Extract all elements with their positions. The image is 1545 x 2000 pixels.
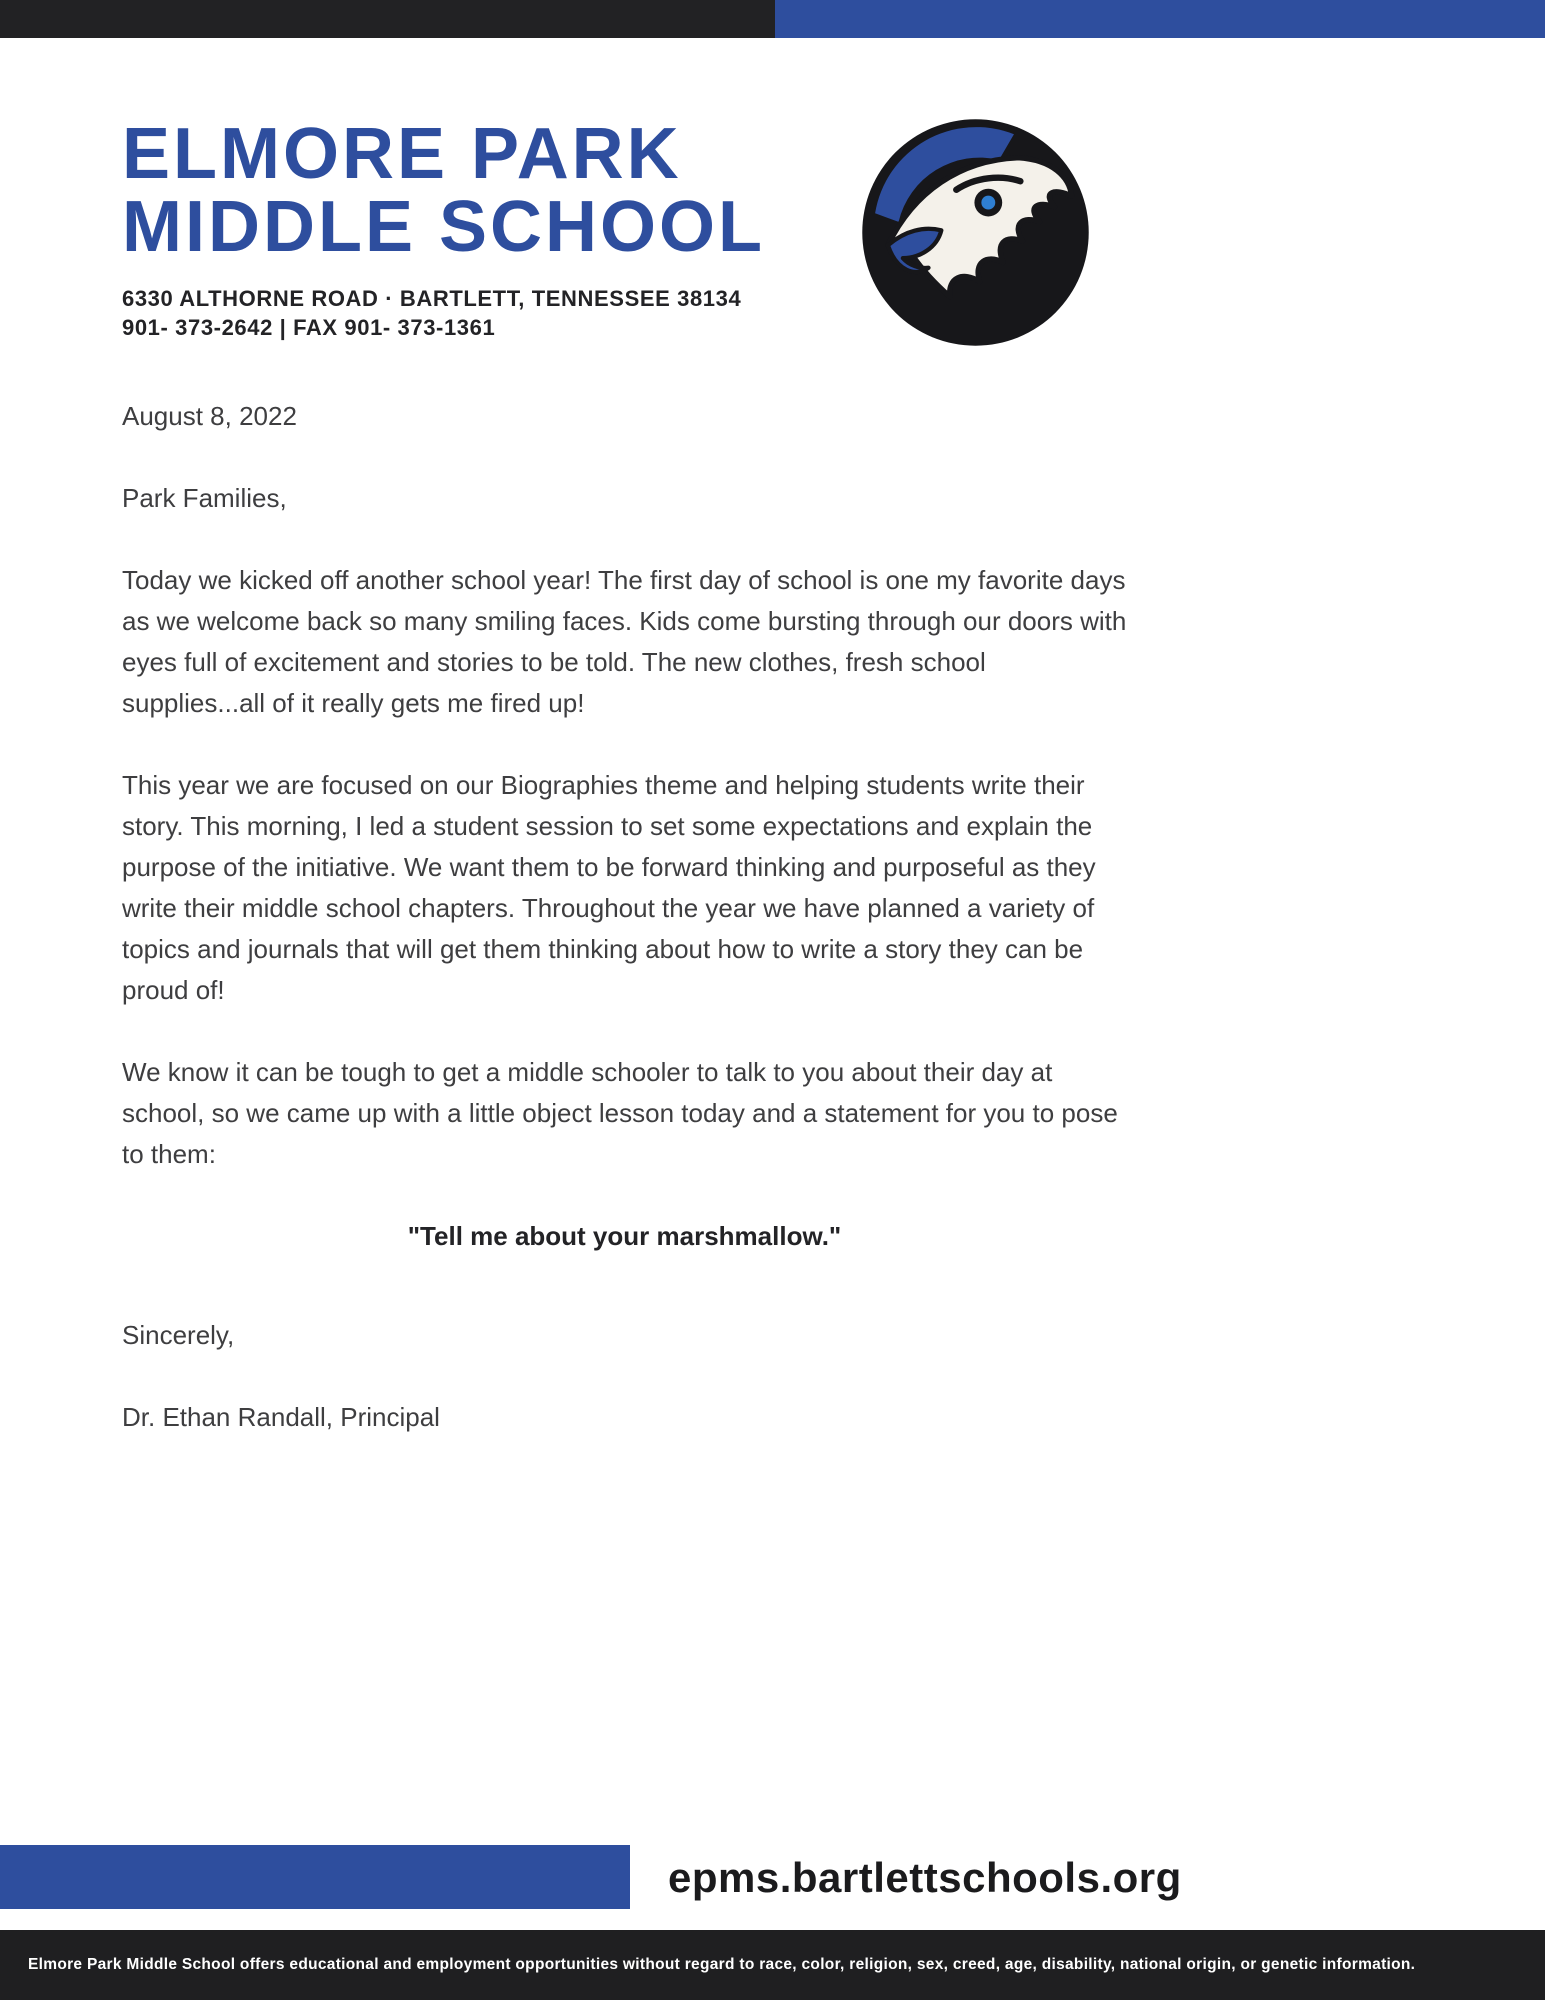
letterhead <box>122 114 1422 342</box>
letter-salutation: Park Families, <box>122 483 287 513</box>
letter-paragraph: Today we kicked off another school year! The first day of school is one my favorite days as we welcome back so many smiling faces. Kids come bursting through our doors with eyes full of excitement and stories to be told. The new clothes, fresh school supplies...all of it really gets me fired up! <box>122 565 1127 718</box>
letter-closing: Sincerely, <box>122 1320 235 1350</box>
top-accent-bar-blue <box>775 0 1545 38</box>
top-accent-bar-black <box>0 0 775 38</box>
school-name <box>122 114 1422 267</box>
footer-accent-bar <box>0 1845 630 1909</box>
address-line2: 901- 373-2642 | FAX 901- 373-1361 <box>122 315 496 340</box>
letter-quote: "Tell me about your marshmallow." <box>407 1221 842 1251</box>
eagle-head-icon <box>858 115 1093 350</box>
school-website: epms.bartlettschools.org <box>668 1854 1182 1901</box>
letter-date: August 8, 2022 <box>122 401 297 431</box>
letter-paragraph: We know it can be tough to get a middle schooler to talk to you about their day at school, so we came up with a little object lesson today and a statement for you to pose to them: <box>122 1057 1118 1169</box>
school-name-line2: MIDDLE SCHOOL <box>122 187 765 267</box>
school-logo <box>858 115 1093 350</box>
letter-paragraph: This year we are focused on our Biographies theme and helping students write their story. This morning, I led a student session to set some expectations and explain the purpose of the initiative. We want them to be forward thinking and purposeful as they write their middle school chapters. Throughout the year we have planned a variety of topics and journals that will get them thinking about how to write a story they can be proud of! <box>122 770 1096 1005</box>
letter-signature: Dr. Ethan Randall, Principal <box>122 1402 440 1432</box>
address-line1: 6330 ALTHORNE ROAD · BARTLETT, TENNESSEE 38134 <box>122 286 742 311</box>
letter-body <box>122 396 1127 1438</box>
school-address <box>122 284 1422 342</box>
school-name-line1: ELMORE PARK <box>122 114 682 194</box>
nondiscrimination-statement: Elmore Park Middle School offers educational and employment opportunities without regard to race, color, religion, sex, creed, age, disability, national origin, or genetic information. <box>28 1956 1416 1973</box>
footer-disclaimer-bar <box>0 1930 1545 2000</box>
top-accent-bar <box>0 0 1545 38</box>
